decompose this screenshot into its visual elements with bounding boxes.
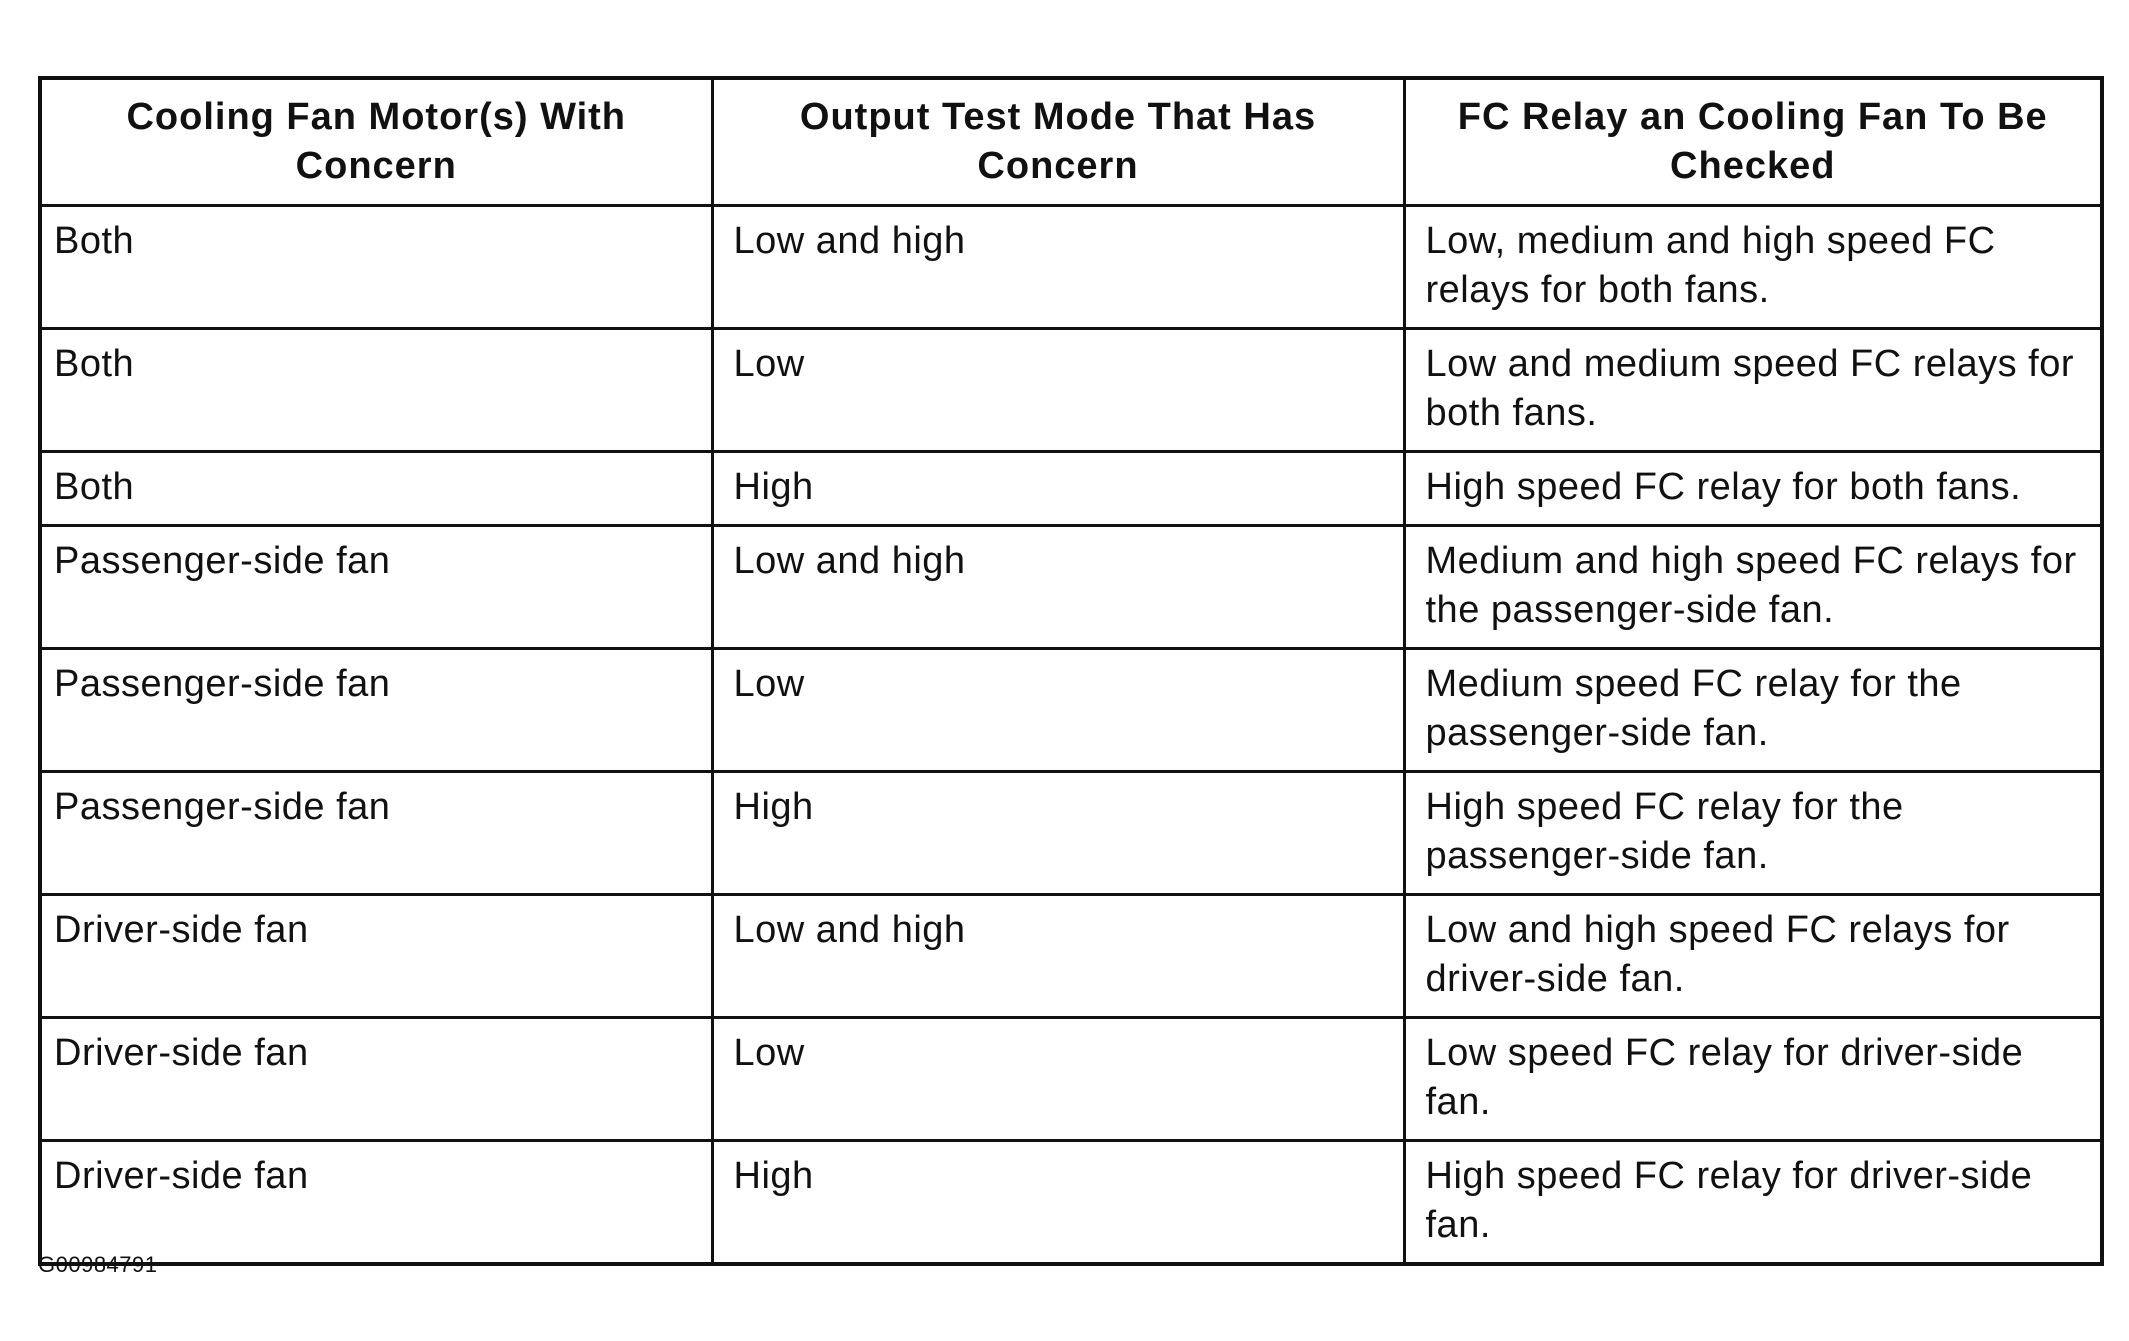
cell-fan-motor: Driver-side fan [40,1018,712,1141]
cooling-fan-relay-table-container [38,76,2100,1266]
table-row [40,1141,2102,1265]
cooling-fan-relay-table [38,76,2104,1266]
cell-test-mode: Low [712,649,1404,772]
table-row [40,526,2102,649]
cell-fan-motor: Passenger-side fan [40,649,712,772]
table-row [40,895,2102,1018]
cell-fan-motor: Passenger-side fan [40,772,712,895]
header-fan-motor: Cooling Fan Motor(s) With Concern [40,78,712,206]
table-row [40,452,2102,526]
cell-relay: Low, medium and high speed FC relays for both fans. [1404,206,2102,329]
cell-relay: Medium speed FC relay for the passenger-side fan. [1404,649,2102,772]
cell-relay: Medium and high speed FC relays for the passenger-side fan. [1404,526,2102,649]
cell-fan-motor: Driver-side fan [40,1141,712,1265]
table-row [40,206,2102,329]
cell-test-mode: Low and high [712,895,1404,1018]
cell-test-mode: High [712,1141,1404,1265]
cell-test-mode: Low and high [712,206,1404,329]
cell-relay: Low and medium speed FC relays for both fans. [1404,329,2102,452]
cell-relay: High speed FC relay for both fans. [1404,452,2102,526]
cell-test-mode: Low and high [712,526,1404,649]
table-row [40,329,2102,452]
cell-test-mode: High [712,452,1404,526]
table-row [40,1018,2102,1141]
cell-fan-motor: Both [40,329,712,452]
table-header-row [40,78,2102,206]
cell-relay: High speed FC relay for the passenger-side fan. [1404,772,2102,895]
cell-test-mode: Low [712,329,1404,452]
cell-fan-motor: Driver-side fan [40,895,712,1018]
cell-relay: Low and high speed FC relays for driver-side fan. [1404,895,2102,1018]
table-row [40,772,2102,895]
figure-id-label: G00984791 [38,1252,158,1277]
cell-test-mode: High [712,772,1404,895]
header-output-test-mode: Output Test Mode That Has Concern [712,78,1404,206]
header-relay-to-check: FC Relay an Cooling Fan To Be Checked [1404,78,2102,206]
cell-fan-motor: Both [40,452,712,526]
table-row [40,649,2102,772]
cell-relay: Low speed FC relay for driver-side fan. [1404,1018,2102,1141]
cell-test-mode: Low [712,1018,1404,1141]
cell-relay: High speed FC relay for driver-side fan. [1404,1141,2102,1265]
cell-fan-motor: Both [40,206,712,329]
cell-fan-motor: Passenger-side fan [40,526,712,649]
